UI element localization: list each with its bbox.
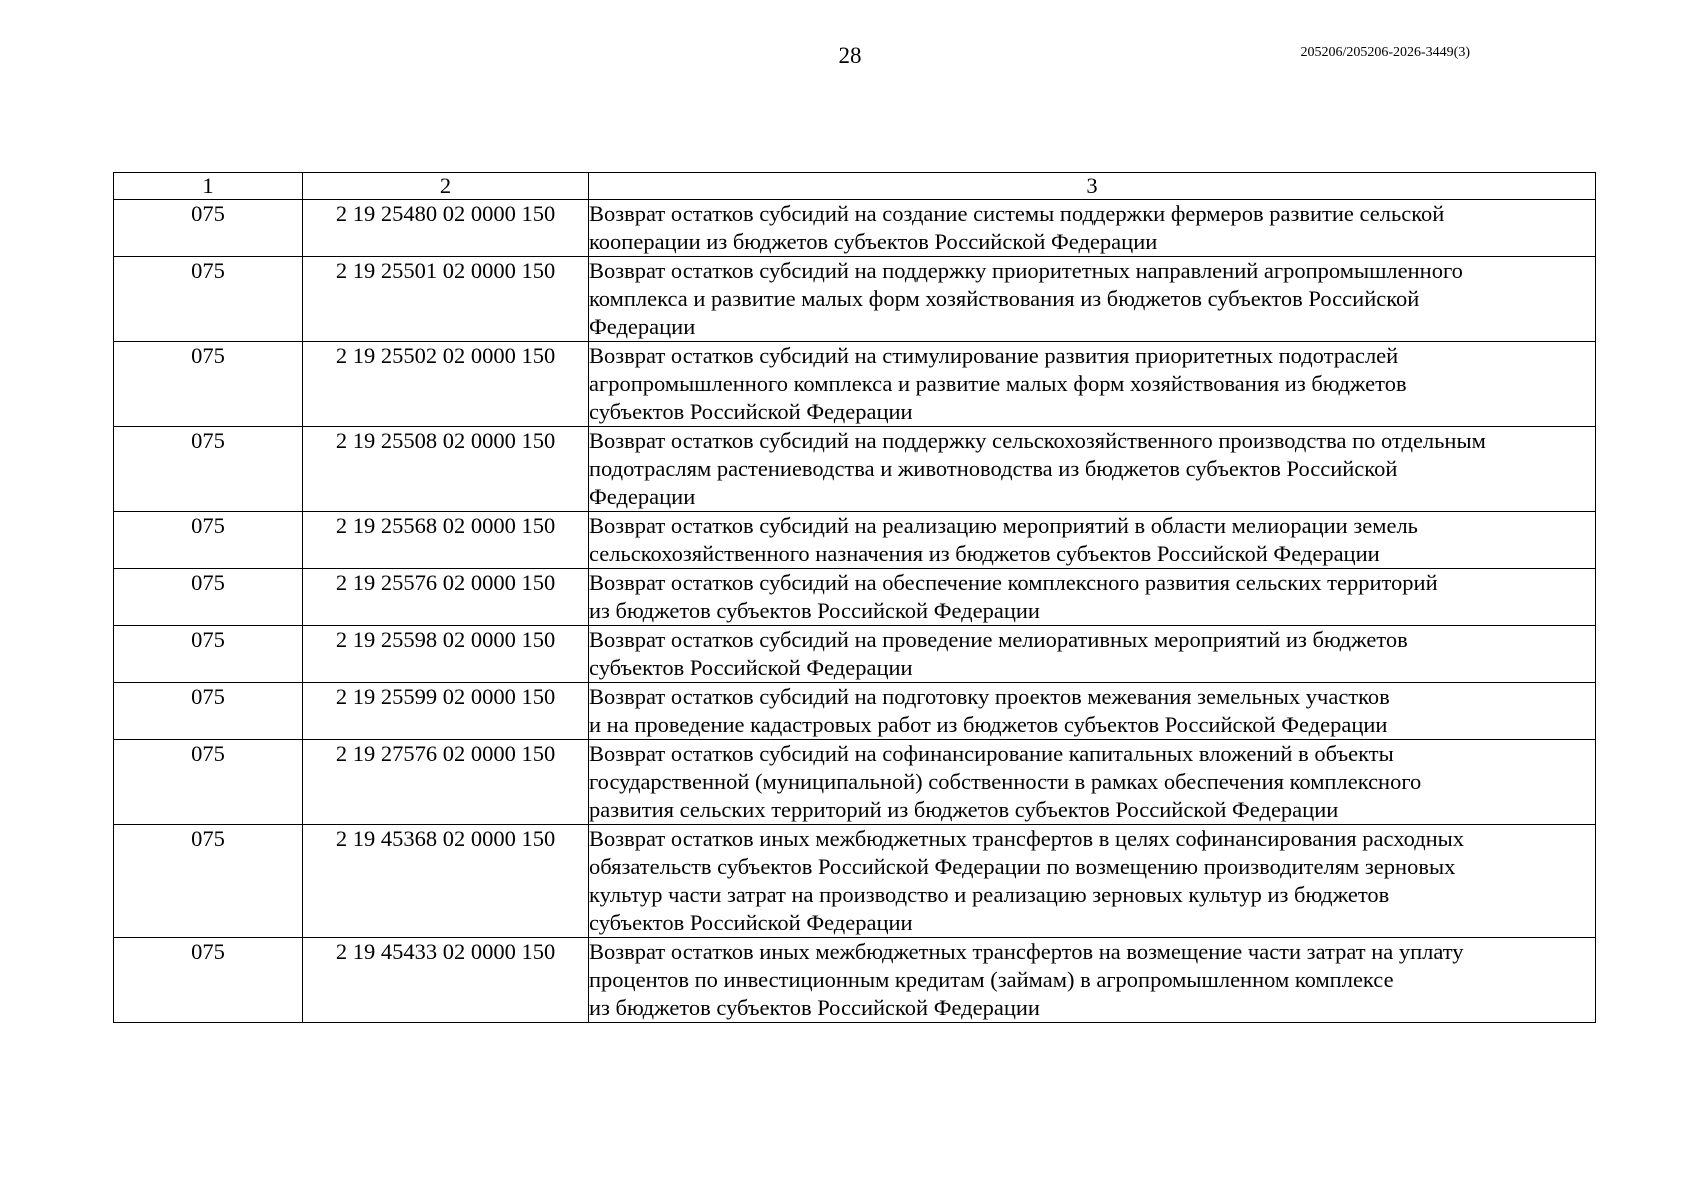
description-line: Возврат остатков субсидий на подготовку проектов межевания земельных участков xyxy=(589,684,1390,709)
budget-code-cell: 2 19 25480 02 0000 150 xyxy=(303,200,589,257)
description-line: Возврат остатков субсидий на реализацию мероприятий в области мелиорации земель xyxy=(589,513,1418,538)
description-cell xyxy=(589,626,1596,683)
admin-code-cell: 075 xyxy=(114,683,303,740)
description-line: кооперации из бюджетов субъектов Российской Федерации xyxy=(589,229,1158,254)
description-cell xyxy=(589,683,1596,740)
table-row xyxy=(114,683,1596,740)
table-row xyxy=(114,569,1596,626)
description-line: комплекса и развитие малых форм хозяйствования из бюджетов субъектов Российской xyxy=(589,286,1420,311)
description-line: Возврат остатков иных межбюджетных трансфертов в целях софинансирования расходных xyxy=(589,826,1465,851)
table-row xyxy=(114,427,1596,512)
table-row xyxy=(114,200,1596,257)
description-line: культур части затрат на производство и реализацию зерновых культур из бюджетов xyxy=(589,882,1390,907)
table-row xyxy=(114,342,1596,427)
description-line: процентов по инвестиционным кредитам (займам) в агропромышленном комплексе xyxy=(589,967,1394,992)
budget-code-cell: 2 19 25598 02 0000 150 xyxy=(303,626,589,683)
document-code: 205206/205206-2026-3449(3) xyxy=(1300,45,1470,60)
description-line: Возврат остатков субсидий на поддержку приоритетных направлений агропромышленного xyxy=(589,258,1463,283)
description-cell xyxy=(589,427,1596,512)
admin-code-cell: 075 xyxy=(114,257,303,342)
table-row xyxy=(114,626,1596,683)
column-header-2: 2 xyxy=(303,173,589,200)
description-cell xyxy=(589,825,1596,938)
description-line: государственной (муниципальной) собственности в рамках обеспечения комплексного xyxy=(589,769,1422,794)
description-line: субъектов Российской Федерации xyxy=(589,399,913,424)
description-cell xyxy=(589,342,1596,427)
description-line: развития сельских территорий из бюджетов субъектов Российской Федерации xyxy=(589,797,1339,822)
description-line: подотраслям растениеводства и животноводства из бюджетов субъектов Российской xyxy=(589,456,1398,481)
description-cell xyxy=(589,569,1596,626)
admin-code-cell: 075 xyxy=(114,200,303,257)
table-row xyxy=(114,825,1596,938)
description-line: и на проведение кадастровых работ из бюджетов субъектов Российской Федерации xyxy=(589,712,1388,737)
description-line: Возврат остатков субсидий на проведение мелиоративных мероприятий из бюджетов xyxy=(589,627,1408,652)
admin-code-cell: 075 xyxy=(114,825,303,938)
description-line: из бюджетов субъектов Российской Федерации xyxy=(589,995,1040,1020)
table-row xyxy=(114,512,1596,569)
description-line: Возврат остатков субсидий на создание системы поддержки фермеров развитие сельской xyxy=(589,201,1445,226)
description-cell xyxy=(589,257,1596,342)
description-line: сельскохозяйственного назначения из бюджетов субъектов Российской Федерации xyxy=(589,541,1380,566)
budget-code-cell: 2 19 25568 02 0000 150 xyxy=(303,512,589,569)
description-line: Федерации xyxy=(589,314,696,339)
description-cell xyxy=(589,512,1596,569)
description-line: субъектов Российской Федерации xyxy=(589,910,913,935)
admin-code-cell: 075 xyxy=(114,938,303,1023)
description-line: Возврат остатков субсидий на стимулирование развития приоритетных подотраслей xyxy=(589,343,1399,368)
admin-code-cell: 075 xyxy=(114,512,303,569)
description-cell xyxy=(589,740,1596,825)
budget-code-cell: 2 19 45368 02 0000 150 xyxy=(303,825,589,938)
description-line: Возврат остатков субсидий на софинансирование капитальных вложений в объекты xyxy=(589,741,1394,766)
description-line: Возврат остатков субсидий на обеспечение комплексного развития сельских территорий xyxy=(589,570,1438,595)
admin-code-cell: 075 xyxy=(114,740,303,825)
column-header-3: 3 xyxy=(589,173,1596,200)
description-line: агропромышленного комплекса и развитие малых форм хозяйствования из бюджетов xyxy=(589,371,1407,396)
description-cell xyxy=(589,200,1596,257)
budget-code-cell: 2 19 25501 02 0000 150 xyxy=(303,257,589,342)
budget-code-cell: 2 19 25576 02 0000 150 xyxy=(303,569,589,626)
description-line: Возврат остатков субсидий на поддержку сельскохозяйственного производства по отдельным xyxy=(589,428,1486,453)
description-line: Федерации xyxy=(589,484,696,509)
budget-code-cell: 2 19 25508 02 0000 150 xyxy=(303,427,589,512)
description-line: субъектов Российской Федерации xyxy=(589,655,913,680)
description-line: Возврат остатков иных межбюджетных трансфертов на возмещение части затрат на уплату xyxy=(589,939,1464,964)
page-number: 28 xyxy=(838,43,862,68)
table-row xyxy=(114,938,1596,1023)
description-line: обязательств субъектов Российской Федерации по возмещению производителям зерновых xyxy=(589,854,1456,879)
table-row xyxy=(114,740,1596,825)
admin-code-cell: 075 xyxy=(114,569,303,626)
table-body xyxy=(114,200,1596,1023)
budget-code-cell: 2 19 25502 02 0000 150 xyxy=(303,342,589,427)
table-header-row xyxy=(114,173,1596,200)
description-cell xyxy=(589,938,1596,1023)
description-line: из бюджетов субъектов Российской Федерации xyxy=(589,598,1040,623)
admin-code-cell: 075 xyxy=(114,342,303,427)
budget-code-cell: 2 19 45433 02 0000 150 xyxy=(303,938,589,1023)
admin-code-cell: 075 xyxy=(114,626,303,683)
budget-code-cell: 2 19 25599 02 0000 150 xyxy=(303,683,589,740)
column-header-1: 1 xyxy=(114,173,303,200)
budget-code-cell: 2 19 27576 02 0000 150 xyxy=(303,740,589,825)
table-row xyxy=(114,257,1596,342)
budget-codes-table xyxy=(113,172,1596,1023)
admin-code-cell: 075 xyxy=(114,427,303,512)
